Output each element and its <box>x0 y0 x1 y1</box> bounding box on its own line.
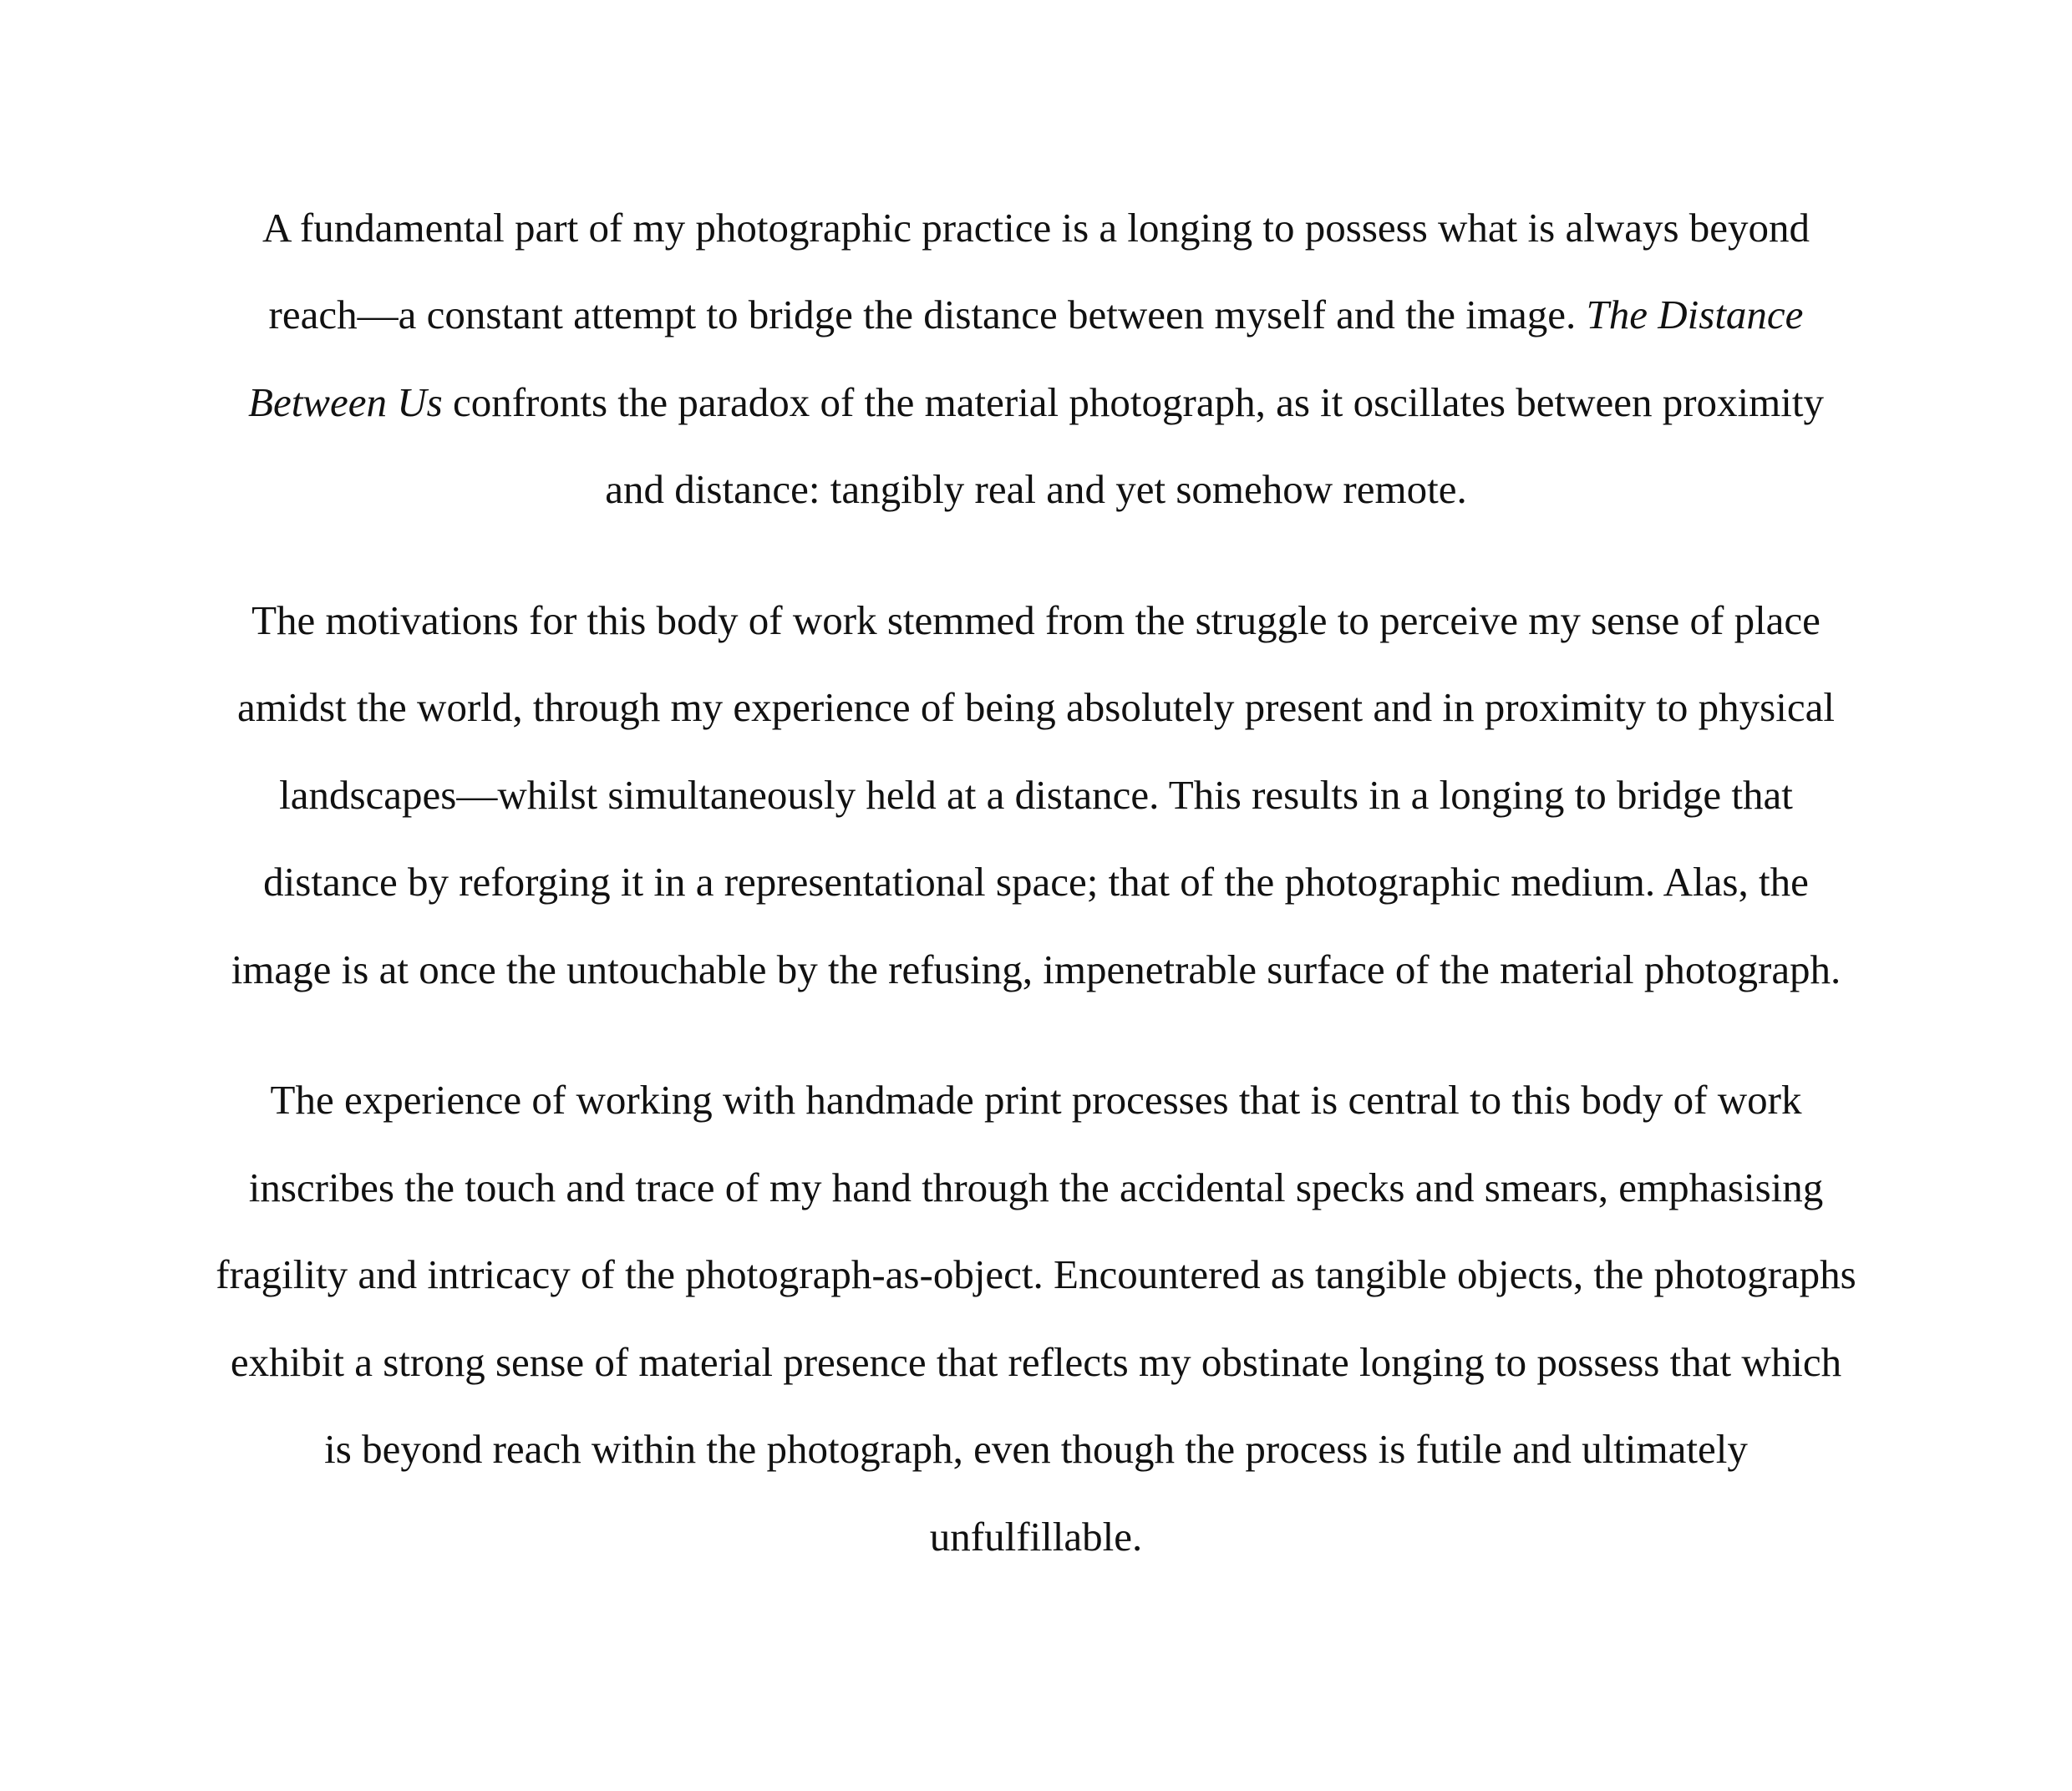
line-text: inscribes the touch and trace of my hand through the accidental specks and smears, emphasising <box>248 1164 1824 1210</box>
line-text: is beyond reach within the photograph, even though the process is futile and ultimately <box>324 1426 1748 1472</box>
text-line <box>0 770 2072 820</box>
text-line <box>0 682 2072 733</box>
line-text: The experience of working with handmade print processes that is central to this body of work <box>270 1077 1802 1123</box>
text-line <box>0 1512 2072 1562</box>
line-text: The motivations for this body of work stemmed from the struggle to perceive my sense of place <box>251 597 1821 643</box>
line-text: landscapes—whilst simultaneously held at a distance. This results in a longing to bridge that <box>279 772 1793 818</box>
text-line <box>0 1424 2072 1474</box>
line-text: distance by reforging it in a representational space; that of the photographic medium. Alas, the <box>263 859 1809 905</box>
text-line <box>0 945 2072 995</box>
line-text: confronts the paradox of the material photograph, as it oscillates between proximity <box>442 379 1824 425</box>
text-line <box>0 1075 2072 1125</box>
text-line <box>0 596 2072 646</box>
text-line <box>0 857 2072 907</box>
work-title-italic: The Distance <box>1586 292 1804 337</box>
line-text: A fundamental part of my photographic practice is a longing to possess what is always beyond <box>262 205 1810 251</box>
line-text: exhibit a strong sense of material presence that reflects my obstinate longing to possess that which <box>230 1339 1842 1385</box>
text-line <box>0 1163 2072 1213</box>
work-title-italic: Between Us <box>248 379 443 425</box>
text-line <box>0 203 2072 253</box>
text-line <box>0 464 2072 515</box>
line-text: fragility and intricacy of the photograph-as-object. Encountered as tangible objects, the photographs <box>216 1251 1856 1297</box>
text-line <box>0 1250 2072 1300</box>
text-line <box>0 378 2072 428</box>
line-text: image is at once the untouchable by the refusing, impenetrable surface of the material photograph. <box>231 946 1841 992</box>
line-text: and distance: tangibly real and yet somehow remote. <box>605 466 1467 512</box>
line-text: unfulfillable. <box>929 1514 1143 1560</box>
line-text: amidst the world, through my experience of being absolutely present and in proximity to physical <box>237 684 1835 730</box>
line-text: reach—a constant attempt to bridge the distance between myself and the image. <box>268 292 1587 337</box>
text-line <box>0 1337 2072 1388</box>
text-line <box>0 290 2072 340</box>
